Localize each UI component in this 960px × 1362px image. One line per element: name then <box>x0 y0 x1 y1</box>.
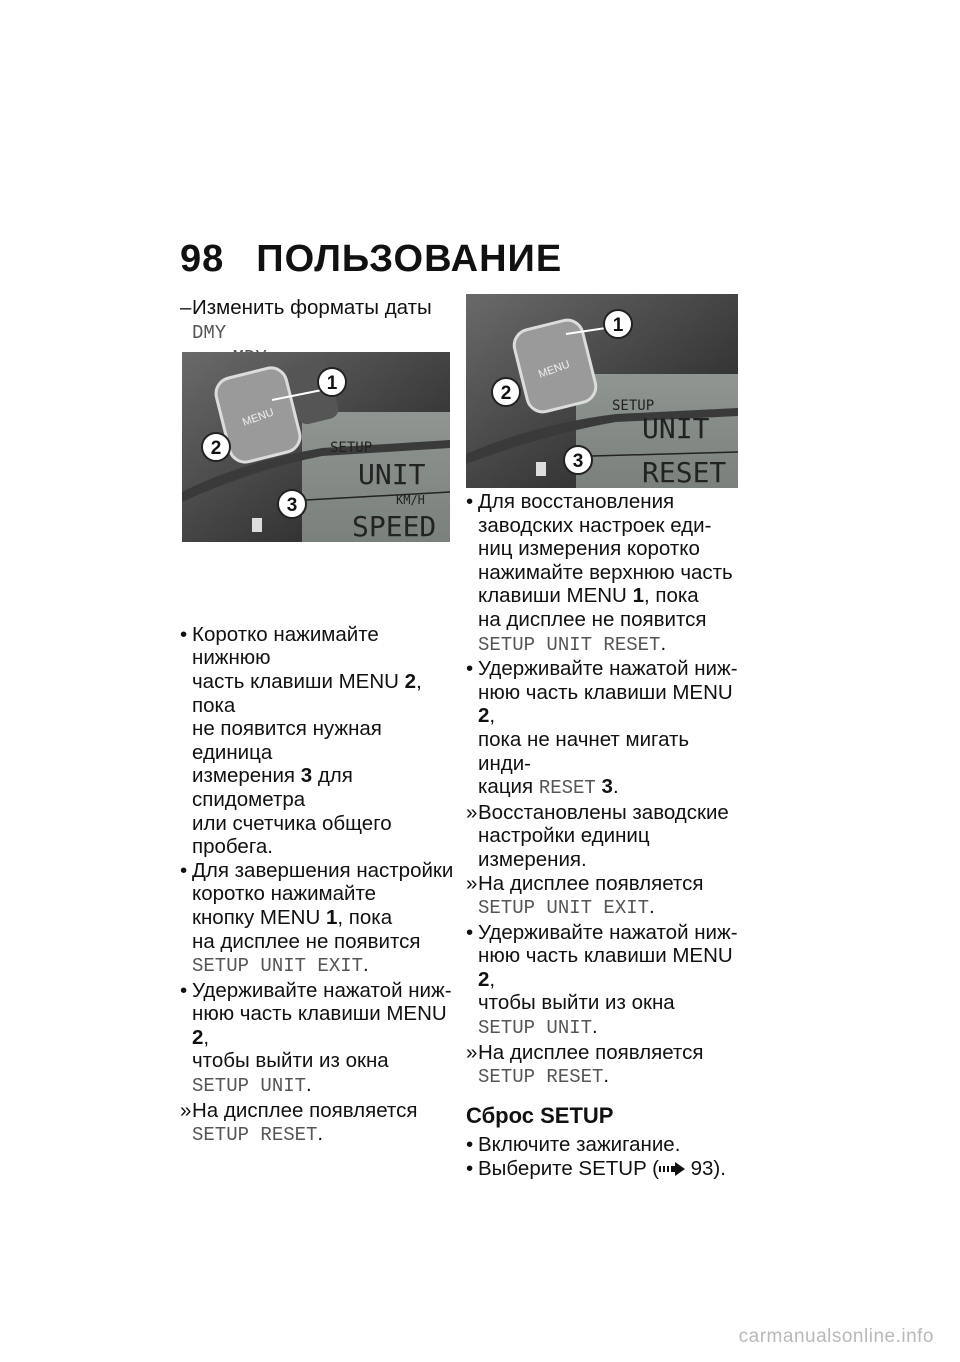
list-item <box>180 859 456 979</box>
date-format-dmy: DMY <box>192 321 227 344</box>
text-line: На дисплее появляется <box>192 1098 418 1122</box>
lcd-reset: RESET <box>642 456 727 488</box>
menu-button-label: MENU <box>240 406 276 429</box>
cockpit-photo-speed <box>182 352 450 542</box>
page-reference-arrow-icon <box>659 1162 685 1176</box>
bold-ref: 3 <box>595 775 613 799</box>
text-line: кация <box>478 775 539 799</box>
page-number: 98 <box>180 238 225 280</box>
text-line: . <box>649 895 655 919</box>
bullet-marker: • <box>466 657 474 681</box>
text-line: . <box>317 1122 324 1146</box>
text-line: , <box>203 1025 210 1049</box>
text-line: . <box>306 1073 312 1097</box>
callout-2: 2 <box>500 383 512 404</box>
text-line: измерения <box>192 764 301 788</box>
text-line: Для завершения настройки <box>192 858 454 882</box>
bullet-marker: • <box>466 1157 474 1181</box>
result-marker: » <box>466 871 478 895</box>
text-line: настройки единиц измерения. <box>478 824 650 871</box>
text-line: не появится нужная единица <box>192 717 382 764</box>
text-line: чтобы выйти из окна <box>192 1049 389 1073</box>
bullet-marker: • <box>180 978 188 1002</box>
result-marker: » <box>466 1040 478 1064</box>
lcd-unit: UNIT <box>358 458 426 491</box>
text-line: нажимайте верхнюю часть <box>478 560 733 584</box>
callout-3: 3 <box>286 495 298 516</box>
list-item <box>466 1157 742 1181</box>
page-title: ПОЛЬЗОВАНИЕ <box>256 238 563 280</box>
text-line: . <box>660 631 667 655</box>
list-item <box>180 1099 456 1148</box>
display-code: SETUP UNIT EXIT <box>478 897 650 920</box>
list-item <box>466 490 742 657</box>
list-item <box>466 801 742 872</box>
intro-text: Изменить форматы даты <box>192 296 432 319</box>
callout-2: 2 <box>210 438 222 459</box>
result-marker: » <box>180 1098 192 1122</box>
display-code: SETUP UNIT EXIT <box>192 955 364 978</box>
text-line: для спидометра <box>192 764 353 811</box>
list-item <box>466 1133 742 1157</box>
bullet-marker: • <box>180 858 188 882</box>
bold-ref: 2 <box>404 669 417 693</box>
list-item <box>180 979 456 1099</box>
bold-ref: 2 <box>478 967 490 991</box>
list-item <box>466 1041 742 1090</box>
text-line: часть клавиши MENU <box>192 669 405 693</box>
lcd-unit: UNIT <box>642 412 710 445</box>
text-line: кнопку MENU <box>192 905 326 929</box>
display-code: SETUP RESET <box>478 1066 604 1089</box>
text-line: Удерживайте нажатой ниж- <box>478 920 738 944</box>
text-line: ниц измерения коротко <box>478 537 700 561</box>
display-code: RESET <box>538 777 596 800</box>
text-line: , пока <box>643 584 699 608</box>
page-reference-link[interactable]: 93). <box>684 1157 726 1181</box>
result-marker: » <box>466 800 478 824</box>
bold-ref: 1 <box>632 584 644 608</box>
bold-ref: 3 <box>300 764 313 788</box>
text-line: , <box>489 704 496 728</box>
text-line: На дисплее появляется <box>478 1040 704 1064</box>
text-line: пока не начнет мигать инди- <box>478 727 690 775</box>
text-line: . <box>603 1064 610 1088</box>
text-line: нюю часть клавиши MENU <box>478 944 733 968</box>
text-line: . <box>592 1015 598 1039</box>
fuel-icon <box>252 518 262 532</box>
text-line: Выберите SETUP ( <box>478 1157 659 1181</box>
display-code: SETUP UNIT <box>478 1017 593 1040</box>
bullet-marker: • <box>466 1133 474 1157</box>
dash-marker: – <box>180 296 192 319</box>
fuel-icon <box>536 462 546 476</box>
text-line: или счетчика общего пробега. <box>192 811 392 859</box>
list-item <box>466 872 742 921</box>
menu-button-label: MENU <box>536 358 572 381</box>
bold-ref: 2 <box>478 704 490 728</box>
list-item <box>466 921 742 1041</box>
text-line: на дисплее не появится <box>478 607 707 631</box>
list-item <box>466 657 742 801</box>
callout-3: 3 <box>572 451 584 472</box>
text-line: Удерживайте нажатой ниж- <box>192 978 452 1002</box>
text-line: . <box>363 953 369 977</box>
cockpit-photo-reset <box>466 294 738 488</box>
text-line: клавиши MENU <box>478 584 633 608</box>
text-line: Восстановлены заводские <box>478 800 729 824</box>
callout-1: 1 <box>326 373 338 394</box>
lcd-speed: SPEED <box>352 510 437 542</box>
display-code: SETUP UNIT <box>192 1075 307 1098</box>
display-code: SETUP UNIT RESET <box>478 633 661 656</box>
text-line: Удерживайте нажатой ниж- <box>478 657 738 681</box>
right-column <box>466 294 742 1181</box>
display-code: SETUP RESET <box>192 1124 318 1147</box>
bold-ref: 1 <box>326 905 338 929</box>
text-line: , пока <box>192 669 422 717</box>
text-line: заводских настроек еди- <box>478 513 712 537</box>
text-line: На дисплее появляется <box>478 871 704 895</box>
text-line: . <box>612 775 619 799</box>
lcd-kmh: KM/H <box>396 493 425 507</box>
page-header <box>180 238 562 281</box>
text-line: Коротко нажимайте нижнюю <box>192 622 379 670</box>
watermark: carmanualsonline.info <box>738 1326 934 1347</box>
text-line: чтобы выйти из окна <box>478 991 675 1015</box>
section-title: Сброс SETUP <box>466 1102 614 1128</box>
text-line: нюю часть клавиши MENU <box>478 680 733 704</box>
bullet-marker: • <box>466 920 474 944</box>
bullet-marker: • <box>180 622 188 646</box>
text-line: коротко нажимайте <box>192 882 377 906</box>
lcd-setup: SETUP <box>612 398 655 414</box>
text-line: , <box>489 967 496 991</box>
list-item <box>180 623 456 859</box>
text-line: нюю часть клавиши MENU <box>192 1002 447 1026</box>
text-line: Для восстановления <box>478 490 675 513</box>
text-line: Включите зажигание. <box>478 1133 681 1157</box>
text-line: на дисплее не появится <box>192 929 421 953</box>
bold-ref: 2 <box>192 1025 204 1049</box>
left-column <box>180 296 456 1148</box>
bullet-marker: • <box>466 490 474 513</box>
lcd-setup: SETUP <box>330 440 373 456</box>
text-line: , пока <box>337 905 393 929</box>
callout-1: 1 <box>612 315 624 336</box>
